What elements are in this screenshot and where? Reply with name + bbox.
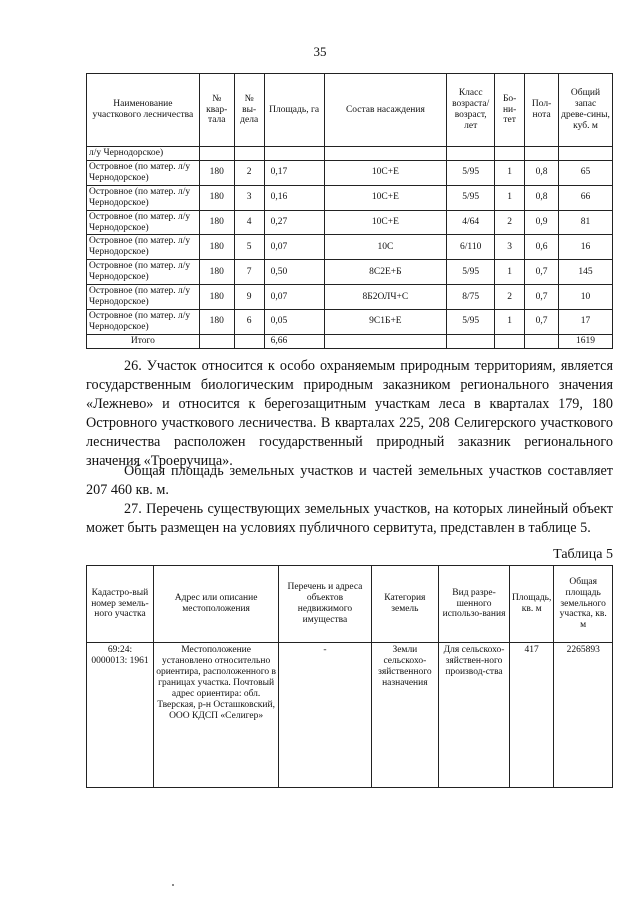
- table1-cell: 0,27: [264, 210, 324, 235]
- table1-cell: 3: [234, 185, 264, 210]
- table-row: [87, 160, 613, 185]
- table1-cell: 5/95: [447, 185, 495, 210]
- table1-cell: 0,07: [264, 235, 324, 260]
- table5-cell-address: Местоположение установлено относительно ориентира, расположенного в границах участка. Почтовый адрес ориентира: обл. Тверская, р-н Осташковский, ООО КДСП «Селигер»: [153, 643, 278, 788]
- table5-caption: Таблица 5: [553, 547, 613, 562]
- table1-cell: 0,07: [264, 285, 324, 310]
- table1-cell: 145: [559, 260, 613, 285]
- table1-cell: 0,8: [525, 160, 559, 185]
- table1-cell: 6/110: [447, 235, 495, 260]
- table1-cell-name: Островное (по матер. л/у Чернодорское): [87, 185, 200, 210]
- table1-cell: 0,7: [525, 309, 559, 334]
- table-row: [87, 210, 613, 235]
- table1-header: № квар-тала: [199, 74, 234, 147]
- table1-cell: 1: [495, 309, 525, 334]
- table1-cell: 0,9: [525, 210, 559, 235]
- table1-cell: 0,16: [264, 185, 324, 210]
- table1-cell-name: л/у Чернодорское): [87, 147, 200, 161]
- table5-cell-area: 417: [509, 643, 553, 788]
- table1-cell: 65: [559, 160, 613, 185]
- table1-cell: 2: [495, 285, 525, 310]
- table1-cell: 0,7: [525, 285, 559, 310]
- table1-header: Площадь, га: [264, 74, 324, 147]
- table-row: [87, 235, 613, 260]
- table1-cell: 180: [199, 185, 234, 210]
- table5-cell-category: Земли сельскохо-зяйственного назначения: [371, 643, 439, 788]
- table1-cell: 2: [495, 210, 525, 235]
- paragraph-27-block: [86, 500, 613, 538]
- table1-cell: 16: [559, 235, 613, 260]
- table1-cell: 0,6: [525, 235, 559, 260]
- table1-cell: 5/95: [447, 309, 495, 334]
- paragraph-26-block: [86, 357, 613, 471]
- page-number: 35: [313, 44, 327, 59]
- table1-total-label: Итого: [87, 334, 200, 348]
- table1-cell-name: Островное (по матер. л/у Чернодорское): [87, 285, 200, 310]
- table1-cell: 10С: [324, 235, 447, 260]
- table1-cell: 6: [234, 309, 264, 334]
- table1-cell: 180: [199, 210, 234, 235]
- table5-header: Адрес или описание местоположения: [153, 566, 278, 643]
- table5-header: Перечень и адреса объектов недвижимого имущества: [279, 566, 371, 643]
- land-plots-table: [86, 565, 613, 788]
- table1-header: Бо-ни-тет: [495, 74, 525, 147]
- table-row: [87, 147, 613, 161]
- table1-cell: 5/95: [447, 260, 495, 285]
- table-row: [87, 643, 613, 788]
- table1-cell: 10: [559, 285, 613, 310]
- table1-total-row: [87, 334, 613, 348]
- table5-cell-objects: -: [279, 643, 371, 788]
- paragraph-total-area: Общая площадь земельных участков и частей земельных участков составляет 207 460 кв. м.: [86, 463, 613, 498]
- table1-cell-name: Островное (по матер. л/у Чернодорское): [87, 235, 200, 260]
- table1-cell: 5: [234, 235, 264, 260]
- table1-cell: 0,50: [264, 260, 324, 285]
- table1-header: Пол-нота: [525, 74, 559, 147]
- table1-cell-name: Островное (по матер. л/у Чернодорское): [87, 309, 200, 334]
- scan-speck: [172, 884, 174, 886]
- table1-cell: 66: [559, 185, 613, 210]
- table-row: [87, 260, 613, 285]
- table5-header-row: [87, 566, 613, 643]
- table1-cell: 180: [199, 260, 234, 285]
- table5-header: Общая площадь земельного участка, кв. м: [554, 566, 613, 643]
- table1-cell: 9С1Б+Е: [324, 309, 447, 334]
- table1-cell: 8С2Е+Б: [324, 260, 447, 285]
- table1-cell: 1: [495, 260, 525, 285]
- table1-cell: 0,17: [264, 160, 324, 185]
- table1-cell: 10С+Е: [324, 185, 447, 210]
- table1-header: Общий запас древе-сины, куб. м: [559, 74, 613, 147]
- paragraph-27: 27. Перечень существующих земельных участков, на которых линейный объект может быть размещен на условиях публичного сервитута, представлен в таблице 5.: [86, 501, 613, 536]
- table1-cell: 0,05: [264, 309, 324, 334]
- table1-cell: 5/95: [447, 160, 495, 185]
- table1-cell: 17: [559, 309, 613, 334]
- table5-cell-cadastral: 69:24: 0000013: 1961: [87, 643, 154, 788]
- table1-total-zapas: 1619: [559, 334, 613, 348]
- table1-cell: 0,7: [525, 260, 559, 285]
- table1-cell: 4: [234, 210, 264, 235]
- table1-cell: 8Б2ОЛЧ+С: [324, 285, 447, 310]
- table1-cell: 10С+Е: [324, 160, 447, 185]
- table1-cell: 9: [234, 285, 264, 310]
- table1-cell-name: Островное (по матер. л/у Чернодорское): [87, 210, 200, 235]
- table1-cell: 1: [495, 160, 525, 185]
- table1-cell: 180: [199, 309, 234, 334]
- table1-total-area: 6,66: [264, 334, 324, 348]
- table1-cell: 180: [199, 235, 234, 260]
- paragraph-26: 26. Участок относится к особо охраняемым природным территориям, является государственным биологическим природным заказником регионального значения «Лежнево» и относится к берегозащитным участкам леса в кварталах 179, 180 Островного участкового лесничества. В кварталах 225, 208 Селигерского участкового лесничества расположен государственный природный заказник регионального значения «Троеручица».: [86, 358, 613, 469]
- table1-cell: 8/75: [447, 285, 495, 310]
- table1-cell: 7: [234, 260, 264, 285]
- table1-cell: 2: [234, 160, 264, 185]
- table5-header: Вид разре-шенного использо-вания: [439, 566, 510, 643]
- table5-header: Кадастро-вый номер земель-ного участка: [87, 566, 154, 643]
- table1-cell: 1: [495, 185, 525, 210]
- table1-header: Наименование участкового лесничества: [87, 74, 200, 147]
- forest-stand-table: [86, 73, 613, 349]
- table1-header: Класс возраста/ возраст, лет: [447, 74, 495, 147]
- table-row: [87, 185, 613, 210]
- table-row: [87, 285, 613, 310]
- table1-cell: 180: [199, 285, 234, 310]
- table1-cell: 3: [495, 235, 525, 260]
- table1-header: № вы-дела: [234, 74, 264, 147]
- table1-cell-name: Островное (по матер. л/у Чернодорское): [87, 260, 200, 285]
- paragraph-area-block: [86, 462, 613, 500]
- table1-header: Состав насаждения: [324, 74, 447, 147]
- table5-cell-use: Для сельскохо-зяйствен-ного производ-ства: [439, 643, 510, 788]
- table1-cell: 81: [559, 210, 613, 235]
- table1-cell: 180: [199, 160, 234, 185]
- table1-cell: 4/64: [447, 210, 495, 235]
- table1-cell: 0,8: [525, 185, 559, 210]
- table-row: [87, 309, 613, 334]
- table5-header: Категория земель: [371, 566, 439, 643]
- table1-header-row: [87, 74, 613, 147]
- table5-cell-total-area: 2265893: [554, 643, 613, 788]
- table5-header: Площадь, кв. м: [509, 566, 553, 643]
- table1-cell-name: Островное (по матер. л/у Чернодорское): [87, 160, 200, 185]
- table1-cell: 10С+Е: [324, 210, 447, 235]
